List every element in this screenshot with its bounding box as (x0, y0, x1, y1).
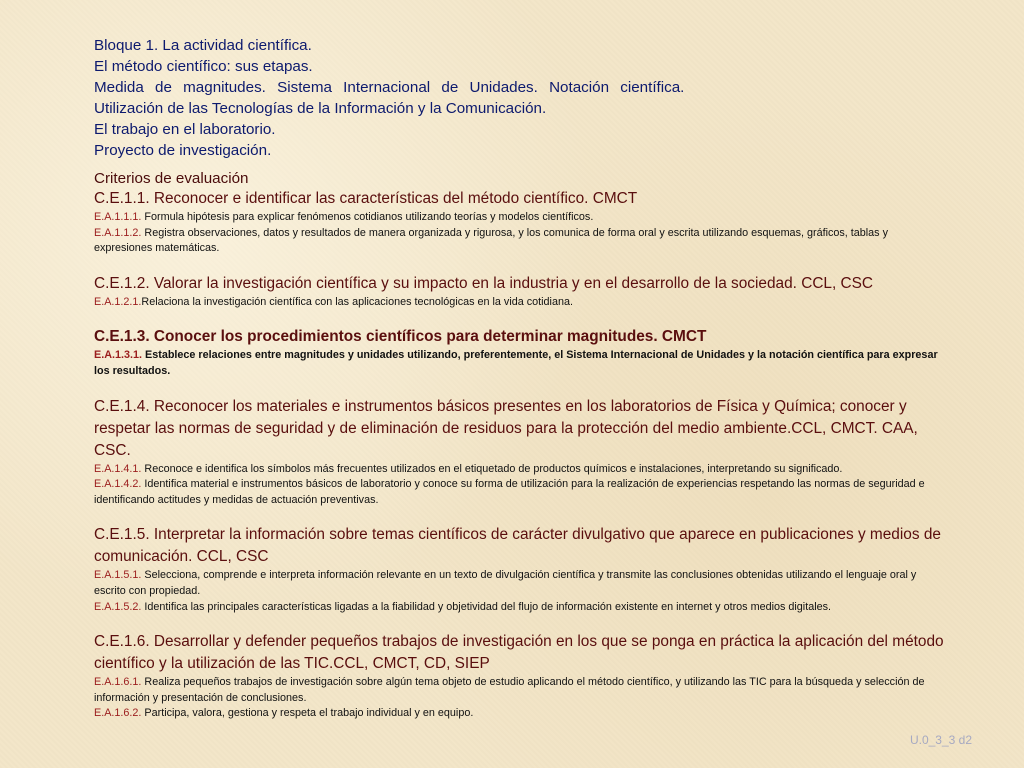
standard-text: Registra observaciones, datos y resultados de manera organizada y rigurosa, y los comunica de forma oral y escrita utilizando esquemas, gráficos, tablas y expresiones matemáticas. (94, 226, 888, 255)
intro-line: El método científico: sus etapas. (94, 58, 313, 75)
standard-text: Establece relaciones entre magnitudes y unidades utilizando, preferentemente, el Sistema Internacional de Unidades y la notación científica para expresar los resultados. (94, 349, 938, 377)
standard-code: E.A.1.5.2. (94, 600, 142, 613)
standard-code: E.A.1.2.1. (94, 295, 142, 308)
standard-text: Identifica material e instrumentos básicos de laboratorio y conoce su forma de utilización para la realización de experiencias respetando las normas de seguridad e identificando actitudes y medidas de actuación preventivas. (94, 478, 925, 506)
slide-content (94, 35, 944, 722)
criterion-1-1 (94, 188, 944, 257)
standard-item (94, 568, 944, 599)
standard-item (94, 706, 944, 722)
standard-item (94, 462, 944, 478)
standard-item (94, 477, 944, 508)
standard-item (94, 210, 944, 226)
standard-code: E.A.1.1.1. (94, 211, 142, 223)
slide-footer-code: U.0_3_3 d2 (909, 733, 972, 747)
standard-code: E.A.1.6.2. (94, 707, 142, 720)
standard-item (94, 675, 944, 706)
standard-text: Identifica las principales características ligadas a la fiabilidad y objetividad del flujo de información existente en internet y otros medios digitales. (141, 600, 831, 613)
criterion-1-5 (94, 524, 944, 615)
standard-item (94, 600, 944, 616)
intro-line: Medida de magnitudes. Sistema Internacional de Unidades. Notación científica. (94, 79, 685, 96)
criterion-1-4 (94, 396, 944, 509)
standard-text: Formula hipótesis para explicar fenómenos cotidianos utilizando teorías y modelos científicos. (141, 211, 594, 223)
standard-item (94, 226, 944, 257)
criterion-title: C.E.1.2. Valorar la investigación científica y su impacto en la industria y en el desarrollo de la sociedad. CCL, CSC (94, 274, 874, 292)
block-title: Bloque 1. La actividad científica. (94, 37, 312, 54)
criterion-title: C.E.1.5. Interpretar la información sobre temas científicos de carácter divulgativo que aparece en publicaciones y medios de comunicación. CCL, CSC (94, 526, 941, 566)
standard-code: E.A.1.5.1. (94, 569, 142, 582)
standard-text: Reconoce e identifica los símbolos más frecuentes utilizados en el etiquetado de productos químicos e instalaciones, interpretando su significado. (141, 462, 843, 475)
intro-line: Proyecto de investigación. (94, 142, 272, 159)
standard-code: E.A.1.1.2. (94, 226, 142, 239)
evaluation-criteria (94, 169, 944, 722)
standard-text: Selecciona, comprende e interpreta información relevante en un texto de divulgación científica y transmite las conclusiones obtenidas utilizando el lenguaje oral y escrito con propiedad. (94, 569, 917, 597)
criteria-heading: Criterios de evaluación (94, 170, 249, 187)
standard-item (94, 295, 944, 311)
criterion-title: C.E.1.3. Conocer los procedimientos científicos para determinar magnitudes. CMCT (94, 328, 707, 346)
standard-code: E.A.1.4.2. (94, 478, 142, 491)
standard-code: E.A.1.6.1. (94, 676, 142, 689)
criterion-1-3 (94, 326, 944, 379)
standard-text: Realiza pequeños trabajos de investigación sobre algún tema objeto de estudio aplicando el método científico, y utilizando las TIC para la búsqueda y selección de información y presentación de conclusiones. (94, 676, 925, 704)
criterion-title: C.E.1.4. Reconocer los materiales e instrumentos básicos presentes en los laboratorios de Física y Química; conocer y respetar las normas de seguridad y de eliminación de residuos para la protección del medio ambiente.CCL, CMCT. CAA, CSC. (94, 397, 918, 459)
standard-item (94, 348, 944, 379)
criterion-1-6 (94, 631, 944, 722)
standard-text: Relaciona la investigación científica con las aplicaciones tecnológicas en la vida cotidiana. (141, 295, 573, 308)
block-intro (94, 35, 944, 161)
criterion-title: C.E.1.6. Desarrollar y defender pequeños trabajos de investigación en los que se ponga en práctica la aplicación del método científico y la utilización de las TIC.CCL, CMCT, CD, SIEP (94, 633, 944, 673)
standard-code: E.A.1.4.1. (94, 462, 142, 475)
standard-code: E.A.1.3.1. (94, 349, 143, 362)
standard-text: Participa, valora, gestiona y respeta el trabajo individual y en equipo. (141, 707, 474, 720)
criterion-title: C.E.1.1. Reconocer e identificar las características del método científico. CMCT (94, 190, 638, 207)
criterion-1-2 (94, 273, 944, 311)
intro-line: Utilización de las Tecnologías de la Información y la Comunicación. (94, 100, 547, 117)
intro-line: El trabajo en el laboratorio. (94, 121, 276, 138)
